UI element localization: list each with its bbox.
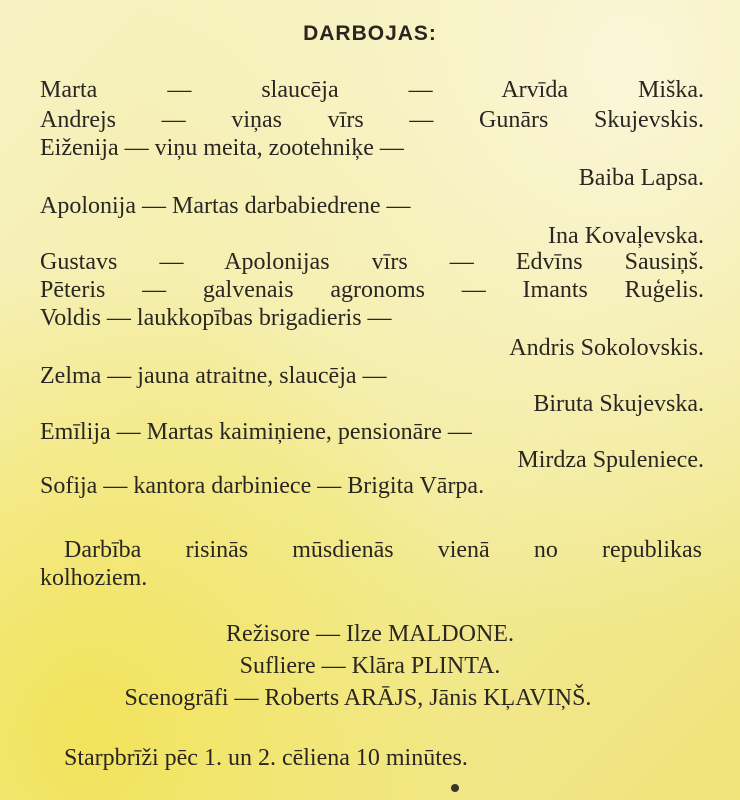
cast-entry-continuation: Andris Sokolovskis. (509, 335, 704, 361)
setting-line: kolhoziem. (40, 565, 148, 591)
cast-entry: Gustavs — Apolonijas vīrs — Edvīns Sausiņš. (40, 249, 704, 275)
cast-entry: Pēteris — galvenais agronoms — Imants Ruģelis. (40, 277, 704, 303)
credit-scenographers: Scenogrāfi — Roberts ARĀJS, Jānis KĻAVIŅŠ. (124, 685, 592, 711)
cast-entry: Eiženija — viņu meita, zootehniķe — (40, 135, 404, 161)
cast-entry: Emīlija — Martas kaimiņiene, pensionāre — (40, 419, 472, 445)
cast-entry: Voldis — laukkopības brigadieris — (40, 305, 392, 331)
cast-entry: Apolonija — Martas darbabiedrene — (40, 193, 411, 219)
credit-prompter: Sufliere — Klāra PLINTA. (239, 653, 501, 679)
cast-heading: DARBOJAS: (303, 22, 437, 45)
cast-entry-continuation: Biruta Skujevska. (533, 391, 704, 417)
intermission-note: Starpbrīži pēc 1. un 2. cēliena 10 minūtes. (64, 745, 468, 771)
credit-director: Režisore — Ilze MALDONE. (226, 621, 514, 647)
setting-line: Darbība risinās mūsdienās vienā no republikas (64, 537, 702, 563)
cast-entry: Sofija — kantora darbiniece — Brigita Vārpa. (40, 473, 485, 499)
cast-entry: Marta — slaucēja — Arvīda Miška. (40, 77, 704, 103)
cast-entry-continuation: Mirdza Spuleniece. (517, 447, 704, 473)
cast-entry-continuation: Ina Kovaļevska. (548, 223, 704, 249)
page-dot (451, 784, 459, 792)
cast-entry: Zelma — jauna atraitne, slaucēja — (40, 363, 387, 389)
cast-entry-continuation: Baiba Lapsa. (578, 165, 704, 191)
cast-entry: Andrejs — viņas vīrs — Gunārs Skujevskis. (40, 107, 704, 133)
